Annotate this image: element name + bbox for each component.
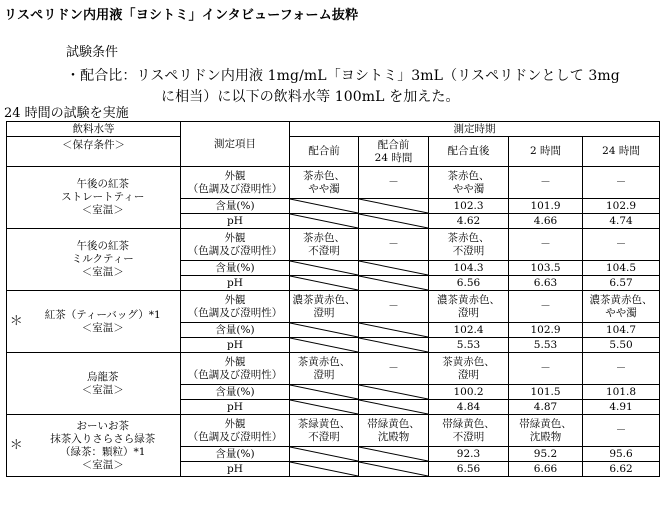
header-item: 測定項目	[181, 122, 290, 167]
ph-value: 6.56	[429, 462, 509, 477]
appearance-value: 茶黄赤色、 澄明	[429, 353, 509, 385]
appearance-value: －	[359, 291, 429, 323]
content-value: 100.2	[429, 385, 509, 400]
item-ph: pH	[181, 214, 290, 229]
appearance-value: －	[359, 229, 429, 261]
beverage-name	[26, 353, 181, 415]
item-appearance: 外観 （色調及び澄明性）	[181, 353, 290, 385]
mark-cell	[7, 353, 26, 415]
beverage-name-line: ストレートティー	[61, 191, 145, 203]
table-row	[7, 229, 660, 261]
beverage-name	[26, 415, 181, 477]
beverage-name	[26, 291, 181, 353]
ph-value: 6.56	[429, 276, 509, 291]
na-cell	[359, 214, 429, 229]
content-value: 101.5	[509, 385, 583, 400]
results-table	[6, 121, 660, 477]
na-cell	[290, 323, 359, 338]
content-value: 102.3	[429, 199, 509, 214]
content-value: 103.5	[509, 261, 583, 276]
na-cell	[359, 385, 429, 400]
content-value: 102.9	[583, 199, 660, 214]
mark-cell: ＊	[7, 415, 26, 477]
item-appearance: 外観 （色調及び澄明性）	[181, 229, 290, 261]
content-value: 104.3	[429, 261, 509, 276]
header-col-before: 配合前	[290, 137, 359, 167]
item-content: 含量(%)	[181, 385, 290, 400]
na-cell	[290, 400, 359, 415]
mark-cell	[7, 167, 26, 229]
ph-value: 4.84	[429, 400, 509, 415]
beverage-name	[26, 229, 181, 291]
beverage-name-line: 烏龍茶	[87, 370, 119, 383]
ph-value: 4.74	[583, 214, 660, 229]
ph-value: 4.66	[509, 214, 583, 229]
content-value: 95.6	[583, 447, 660, 462]
appearance-value: 帯緑黄色、 不澄明	[429, 415, 509, 447]
content-value: 102.9	[509, 323, 583, 338]
beverage-name-line: ＜室温＞	[81, 458, 124, 471]
appearance-value: －	[583, 353, 660, 385]
na-cell	[290, 385, 359, 400]
na-cell	[290, 261, 359, 276]
ph-value: 4.91	[583, 400, 660, 415]
na-cell	[359, 199, 429, 214]
ph-value: 6.63	[509, 276, 583, 291]
na-cell	[359, 261, 429, 276]
na-cell	[290, 276, 359, 291]
test-duration-note: 24 時間の試験を実施	[4, 106, 129, 121]
item-appearance: 外観 （色調及び澄明性）	[181, 167, 290, 199]
appearance-value: －	[583, 167, 660, 199]
na-cell	[290, 462, 359, 477]
content-value: 101.9	[509, 199, 583, 214]
na-cell	[359, 447, 429, 462]
item-content: 含量(%)	[181, 199, 290, 214]
item-content: 含量(%)	[181, 447, 290, 462]
appearance-value: 濃茶黄赤色、 澄明	[429, 291, 509, 323]
table-row	[7, 167, 660, 199]
content-value: 92.3	[429, 447, 509, 462]
header-storage: ＜保存条件＞	[7, 137, 181, 167]
appearance-value: －	[509, 353, 583, 385]
page-title: リスペリドン内用液「ヨシトミ」インタビューフォーム抜粋	[4, 8, 359, 23]
beverage-name-line: 紅茶（ティーバッグ）*1	[44, 308, 161, 321]
appearance-value: －	[509, 229, 583, 261]
header-col-immediate: 配合直後	[429, 137, 509, 167]
na-cell	[359, 338, 429, 353]
table-row	[7, 415, 660, 447]
table-row	[7, 291, 660, 323]
appearance-value: 茶赤色、 やや濁	[429, 167, 509, 199]
na-cell	[359, 276, 429, 291]
header-col-24h: 24 時間	[583, 137, 660, 167]
item-appearance: 外観 （色調及び澄明性）	[181, 291, 290, 323]
mark-cell: ＊	[7, 291, 26, 353]
beverage-name	[26, 167, 181, 229]
appearance-value: 濃茶黄赤色、 やや濁	[583, 291, 660, 323]
header-col-before-24h: 配合前 24 時間	[359, 137, 429, 167]
beverage-name-line: ＜室温＞	[81, 266, 124, 278]
content-value: 101.8	[583, 385, 660, 400]
item-appearance: 外観 （色調及び澄明性）	[181, 415, 290, 447]
appearance-value: －	[583, 229, 660, 261]
item-ph: pH	[181, 400, 290, 415]
na-cell	[359, 323, 429, 338]
appearance-value: 茶黄赤色、 澄明	[290, 353, 359, 385]
appearance-value: 茶赤色、 不澄明	[290, 229, 359, 261]
appearance-value: 茶赤色、 やや濁	[290, 167, 359, 199]
content-value: 104.5	[583, 261, 660, 276]
content-value: 102.4	[429, 323, 509, 338]
beverage-name-line: 抹茶入りさらさら緑茶	[50, 432, 156, 445]
ph-value: 6.62	[583, 462, 660, 477]
appearance-value: －	[583, 415, 660, 447]
beverage-name-line: 午後の紅茶	[76, 178, 129, 190]
ph-value: 4.87	[509, 400, 583, 415]
item-ph: pH	[181, 338, 290, 353]
item-content: 含量(%)	[181, 323, 290, 338]
header-beverage: 飲料水等	[7, 122, 181, 137]
beverage-name-line: ＜室温＞	[81, 383, 124, 396]
beverage-name-line: ミルクティー	[71, 253, 134, 265]
content-value: 95.2	[509, 447, 583, 462]
ph-value: 6.57	[583, 276, 660, 291]
table-row	[7, 353, 660, 385]
item-ph: pH	[181, 462, 290, 477]
appearance-value: －	[359, 353, 429, 385]
appearance-value: －	[509, 167, 583, 199]
header-timing: 測定時期	[290, 122, 660, 137]
beverage-name-line: 午後の紅茶	[76, 240, 129, 252]
conditions-heading: 試験条件	[66, 45, 119, 60]
beverage-name-line: ＜室温＞	[81, 321, 124, 334]
appearance-value: 茶緑黄色、 不澄明	[290, 415, 359, 447]
appearance-value: 茶赤色、 不澄明	[429, 229, 509, 261]
na-cell	[359, 400, 429, 415]
ph-value: 4.62	[429, 214, 509, 229]
content-value: 104.7	[583, 323, 660, 338]
beverage-name-line: おーいお茶	[76, 419, 129, 432]
appearance-value: 帯緑黄色、 沈殿物	[359, 415, 429, 447]
na-cell	[290, 199, 359, 214]
na-cell	[290, 338, 359, 353]
conditions-line-2: に相当）に以下の飲料水等 100mL を加えた。	[161, 89, 460, 105]
appearance-value: 帯緑黄色、 沈殿物	[509, 415, 583, 447]
item-content: 含量(%)	[181, 261, 290, 276]
ph-value: 5.53	[509, 338, 583, 353]
na-cell	[290, 214, 359, 229]
header-col-2h: 2 時間	[509, 137, 583, 167]
na-cell	[359, 462, 429, 477]
appearance-value: －	[509, 291, 583, 323]
ph-value: 5.53	[429, 338, 509, 353]
appearance-value: 濃茶黄赤色、 澄明	[290, 291, 359, 323]
item-ph: pH	[181, 276, 290, 291]
conditions-line-1: ・配合比：リスペリドン内用液 1mg/mL「ヨシトミ」3mL（リスペリドンとして 3mg	[66, 68, 620, 84]
na-cell	[290, 447, 359, 462]
appearance-value: －	[359, 167, 429, 199]
beverage-name-line: （緑茶：顆粒）*1	[60, 445, 146, 458]
ph-value: 5.50	[583, 338, 660, 353]
mark-cell	[7, 229, 26, 291]
beverage-name-line: ＜室温＞	[81, 204, 124, 216]
ph-value: 6.66	[509, 462, 583, 477]
